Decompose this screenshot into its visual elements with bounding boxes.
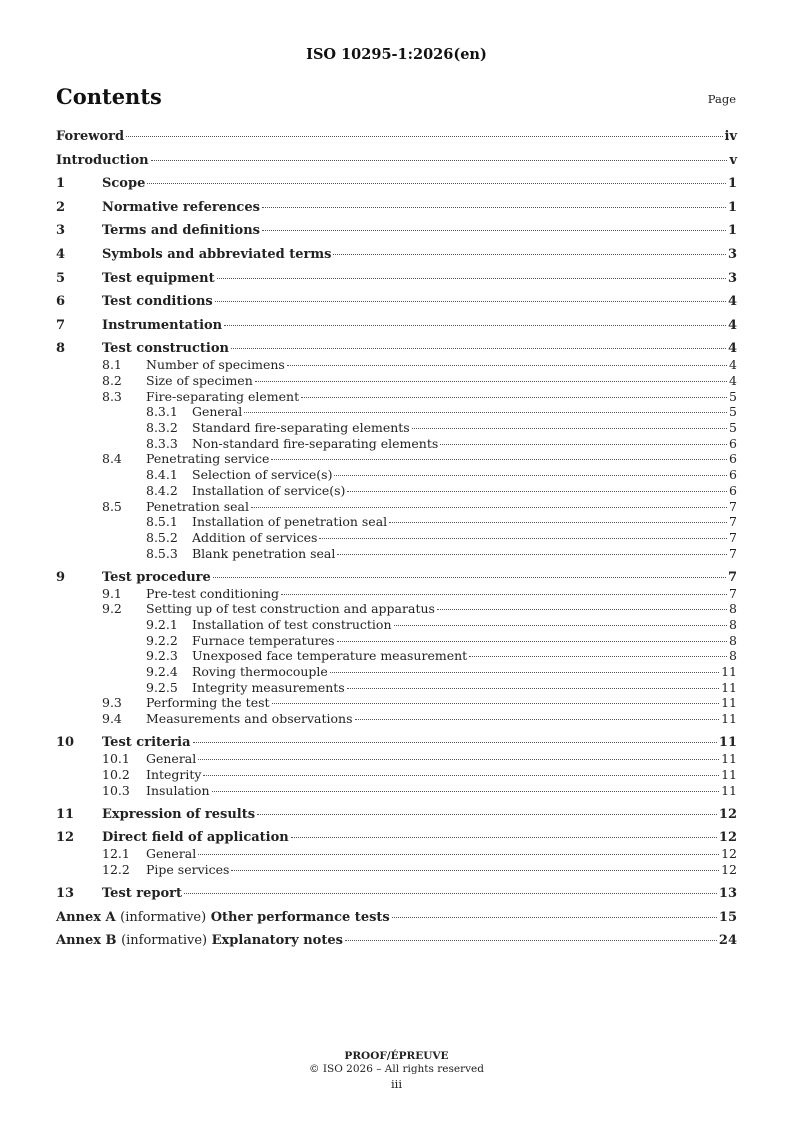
dot-leader (244, 412, 727, 413)
toc-entry-clause-3[interactable] (56, 222, 737, 246)
dot-leader (212, 791, 720, 792)
toc-page: 11 (721, 695, 737, 711)
toc-number: 9.2.3 (146, 648, 178, 664)
toc-number: 9.4 (102, 711, 122, 727)
page-column-label: Page (707, 92, 736, 106)
toc-page: 3 (727, 246, 737, 262)
toc-number: 1 (56, 176, 66, 192)
toc-title: Foreword (56, 129, 125, 144)
toc-number: 9.2.5 (146, 679, 178, 695)
dot-leader (255, 381, 727, 382)
toc-page: 8 (729, 648, 737, 664)
toc-title: Test criteria (102, 735, 191, 751)
dot-leader (215, 301, 726, 302)
toc-page: 6 (729, 467, 737, 483)
toc-page: 11 (721, 766, 737, 782)
copyright-notice: © ISO 2026 – All rights reserved (309, 1062, 484, 1075)
toc-page: 7 (729, 545, 737, 561)
toc-number: 10.1 (102, 751, 130, 767)
toc-entry-8-4[interactable] (56, 451, 737, 467)
toc-page: 11 (718, 735, 737, 751)
toc-title: Unexposed face temperature measurement (192, 648, 468, 664)
dot-leader (224, 325, 726, 326)
toc-page: iv (724, 129, 737, 144)
toc-number: 10.3 (102, 782, 130, 798)
toc-page: 6 (729, 451, 737, 467)
toc-title: General (192, 404, 243, 420)
toc-page: 1 (727, 223, 737, 239)
toc-number: 8.5 (102, 498, 122, 514)
toc-page: 15 (718, 909, 737, 925)
toc-title: Integrity measurements (192, 679, 345, 695)
toc-number: 9.2.1 (146, 617, 178, 633)
toc-entry-clause-11[interactable] (56, 806, 737, 830)
toc-page: 11 (721, 711, 737, 727)
dot-leader (262, 207, 726, 208)
toc-number: 8.3.1 (146, 404, 178, 420)
dot-leader (330, 672, 719, 673)
toc-title: Number of specimens (146, 357, 285, 373)
toc-title: General (146, 846, 197, 862)
toc-title: Insulation (146, 782, 210, 798)
annex-title: Explanatory notes (211, 933, 343, 949)
toc-entry-9-2[interactable] (56, 601, 737, 617)
dot-leader (347, 688, 719, 689)
toc-entry-9-4[interactable] (56, 711, 737, 727)
toc-number: 5 (56, 270, 66, 286)
dot-leader (319, 538, 727, 539)
toc-number: 9.3 (102, 695, 122, 711)
document-id-header: ISO 10295-1:2026(en) (306, 46, 487, 63)
toc-number: 8.5.3 (146, 545, 178, 561)
page-footer (0, 1050, 793, 1091)
toc-number: 6 (56, 294, 66, 310)
dot-leader (281, 594, 727, 595)
toc-page: 5 (729, 404, 737, 420)
toc-entry-clause-9[interactable] (56, 569, 737, 586)
toc-number: 8.2 (102, 373, 122, 389)
toc-page: 4 (727, 317, 737, 333)
toc-number: 7 (56, 317, 66, 333)
toc-entry-annex-a[interactable] (56, 909, 737, 933)
toc-page: 7 (729, 498, 737, 514)
toc-title: Test conditions (102, 294, 213, 310)
toc-title: Integrity (146, 766, 202, 782)
toc-page: 3 (727, 270, 737, 286)
toc-entry-foreword[interactable] (56, 128, 737, 152)
annex-title: Other performance tests (210, 909, 390, 925)
dot-leader (469, 656, 727, 657)
annex-label: Annex B (56, 933, 117, 949)
toc-title: Test construction (102, 341, 229, 357)
toc-title: Non-standard fire-separating elements (192, 435, 439, 451)
toc-title: Fire-separating element (146, 388, 300, 404)
dot-leader (203, 775, 719, 776)
toc-number: 10 (56, 735, 75, 751)
toc-number: 9.2 (102, 601, 122, 617)
toc-title: Blank penetration seal (192, 545, 336, 561)
toc-number: 12 (56, 830, 75, 846)
toc-entry-9-2-5[interactable] (56, 680, 737, 696)
dot-leader (389, 522, 727, 523)
toc-title: Test report (102, 886, 183, 902)
annex-type: (informative) (121, 933, 208, 949)
toc-title: Installation of test construction (192, 617, 392, 633)
dot-leader (337, 641, 728, 642)
toc-title: Installation of penetration seal (192, 514, 388, 530)
dot-leader (147, 183, 726, 184)
toc-number: 11 (56, 806, 75, 822)
annex-type: (informative) (120, 909, 207, 925)
toc-entry-9-2-2[interactable] (56, 633, 737, 649)
toc-page: 7 (729, 529, 737, 545)
toc-page: 8 (729, 601, 737, 617)
toc-page: 12 (718, 806, 737, 822)
toc-entry-introduction[interactable] (56, 152, 737, 176)
toc-entry-9-1[interactable] (56, 586, 737, 602)
toc-number: 9.1 (102, 585, 122, 601)
toc-page: 13 (718, 886, 737, 902)
dot-leader (301, 397, 727, 398)
toc-page: 5 (729, 420, 737, 436)
toc-entry-clause-7[interactable] (56, 317, 737, 341)
toc-number: 8.3 (102, 388, 122, 404)
toc-entry-10-1[interactable] (56, 751, 737, 767)
toc-title: Size of specimen (146, 373, 253, 389)
dot-leader (251, 507, 727, 508)
toc-title: Instrumentation (102, 317, 223, 333)
toc-page: v (729, 152, 737, 168)
toc-title: Roving thermocouple (192, 664, 328, 680)
toc-title: Penetration seal (146, 498, 249, 514)
toc-title (56, 933, 343, 949)
dot-leader (345, 940, 717, 941)
toc-title: Normative references (102, 199, 260, 215)
toc-entry-8-3-2[interactable] (56, 420, 737, 436)
toc-entry-clause-8[interactable] (56, 340, 737, 357)
toc-entry-annex-b[interactable] (56, 932, 737, 956)
toc-title: Performing the test (146, 695, 270, 711)
dot-leader (151, 160, 728, 161)
toc-number: 9.2.2 (146, 632, 178, 648)
toc-number: 8.1 (102, 357, 122, 373)
toc-entry-8-2[interactable] (56, 373, 737, 389)
toc-entry-clause-6[interactable] (56, 293, 737, 317)
toc-page: 6 (729, 482, 737, 498)
toc-number: 8.4.1 (146, 467, 178, 483)
toc-title: Terms and definitions (102, 223, 260, 239)
annex-label: Annex A (56, 909, 116, 925)
dot-leader (440, 444, 727, 445)
toc-number: 12.1 (102, 846, 130, 862)
dot-leader (193, 742, 717, 743)
dot-leader (217, 278, 726, 279)
contents-heading: Contents (56, 84, 162, 109)
toc-page: 4 (729, 373, 737, 389)
dot-leader (213, 577, 726, 578)
toc-title: Direct field of application (102, 830, 289, 846)
toc-number: 2 (56, 199, 66, 215)
toc-page: 8 (729, 632, 737, 648)
toc-title: Introduction (56, 152, 149, 168)
toc-entry-12-1[interactable] (56, 846, 737, 862)
toc-entry-8-3[interactable] (56, 389, 737, 405)
toc-title: Penetrating service (146, 451, 270, 467)
dot-leader (257, 814, 717, 815)
toc-entry-12-2[interactable] (56, 862, 737, 878)
toc-title: Installation of service(s) (192, 482, 346, 498)
dot-leader (337, 554, 727, 555)
toc-page: 11 (721, 679, 737, 695)
toc-number: 8.4 (102, 451, 122, 467)
toc-page: 7 (729, 585, 737, 601)
toc-page: 5 (729, 388, 737, 404)
toc-entry-9-2-1[interactable] (56, 617, 737, 633)
toc-entry-9-3[interactable] (56, 695, 737, 711)
toc-page: 12 (721, 846, 737, 862)
dot-leader (347, 491, 727, 492)
toc-number: 9.2.4 (146, 664, 178, 680)
toc-number: 9 (56, 569, 66, 585)
toc-page: 6 (729, 435, 737, 451)
dot-leader (184, 893, 717, 894)
dot-leader (198, 759, 719, 760)
toc-title: Selection of service(s) (192, 467, 333, 483)
toc-entry-clause-5[interactable] (56, 270, 737, 294)
toc-entry-8-5-1[interactable] (56, 514, 737, 530)
toc-title: Scope (102, 176, 146, 192)
toc-entry-8-5-2[interactable] (56, 530, 737, 546)
toc-title: Test equipment (102, 270, 215, 286)
dot-leader (231, 348, 726, 349)
toc-number: 3 (56, 223, 66, 239)
dot-leader (291, 837, 717, 838)
dot-leader (334, 475, 727, 476)
dot-leader (333, 254, 725, 255)
dot-leader (437, 609, 727, 610)
dot-leader (394, 625, 728, 626)
page-number: iii (390, 1077, 403, 1091)
toc-entry-10-3[interactable] (56, 783, 737, 799)
dot-leader (355, 719, 720, 720)
toc-number: 8.3.2 (146, 420, 178, 436)
toc-number: 8.3.3 (146, 435, 178, 451)
dot-leader (392, 917, 717, 918)
toc-page: 11 (721, 782, 737, 798)
toc-entry-clause-1[interactable] (56, 175, 737, 199)
toc-page: 11 (721, 751, 737, 767)
toc-page: 12 (721, 861, 737, 877)
toc-title: Symbols and abbreviated terms (102, 246, 332, 262)
dot-leader (231, 870, 719, 871)
toc-number: 10.2 (102, 766, 130, 782)
toc-page: 4 (729, 357, 737, 373)
toc-page: 4 (727, 341, 737, 357)
toc-entry-10-2[interactable] (56, 767, 737, 783)
toc-title: Pipe services (146, 861, 230, 877)
dot-leader (198, 854, 719, 855)
toc-page: 24 (718, 933, 737, 949)
toc-title: Test procedure (102, 569, 211, 585)
dot-leader (287, 365, 727, 366)
table-of-contents (56, 128, 737, 956)
toc-title: Pre-test conditioning (146, 585, 280, 601)
toc-entry-8-3-1[interactable] (56, 404, 737, 420)
toc-title: Expression of results (102, 806, 256, 822)
toc-title: Setting up of test construction and apparatus (146, 601, 435, 617)
toc-entry-8-3-3[interactable] (56, 436, 737, 452)
toc-title: Addition of services (192, 529, 318, 545)
toc-page: 11 (721, 664, 737, 680)
toc-number: 8.5.1 (146, 514, 178, 530)
toc-number: 12.2 (102, 861, 130, 877)
toc-entry-clause-2[interactable] (56, 199, 737, 223)
toc-entry-9-2-4[interactable] (56, 664, 737, 680)
toc-page: 4 (727, 294, 737, 310)
toc-entry-8-4-1[interactable] (56, 467, 737, 483)
dot-leader (271, 459, 727, 460)
toc-page: 1 (727, 176, 737, 192)
toc-entry-8-5[interactable] (56, 499, 737, 515)
toc-number: 8.4.2 (146, 482, 178, 498)
toc-entry-8-4-2[interactable] (56, 483, 737, 499)
toc-title (56, 910, 390, 926)
proof-stamp: PROOF/ÉPREUVE (344, 1050, 449, 1062)
toc-page: 12 (718, 830, 737, 846)
toc-entry-9-2-3[interactable] (56, 648, 737, 664)
toc-number: 8 (56, 341, 66, 357)
dot-leader (272, 703, 720, 704)
toc-page: 7 (729, 514, 737, 530)
toc-number: 8.5.2 (146, 529, 178, 545)
toc-entry-8-1[interactable] (56, 357, 737, 373)
toc-number: 4 (56, 246, 66, 262)
toc-title: Furnace temperatures (192, 632, 335, 648)
toc-page: 8 (729, 617, 737, 633)
toc-title: Measurements and observations (146, 711, 353, 727)
dot-leader (412, 428, 727, 429)
toc-entry-clause-10[interactable] (56, 734, 737, 751)
toc-number: 13 (56, 886, 75, 902)
toc-page: 1 (727, 199, 737, 215)
toc-entry-clause-4[interactable] (56, 246, 737, 270)
toc-page: 7 (727, 569, 737, 585)
dot-leader (262, 230, 726, 231)
toc-entry-clause-12[interactable] (56, 829, 737, 846)
toc-entry-clause-13[interactable] (56, 885, 737, 909)
toc-title: General (146, 751, 197, 767)
dot-leader (126, 136, 722, 137)
toc-title: Standard fire-separating elements (192, 420, 410, 436)
toc-entry-8-5-3[interactable] (56, 546, 737, 562)
